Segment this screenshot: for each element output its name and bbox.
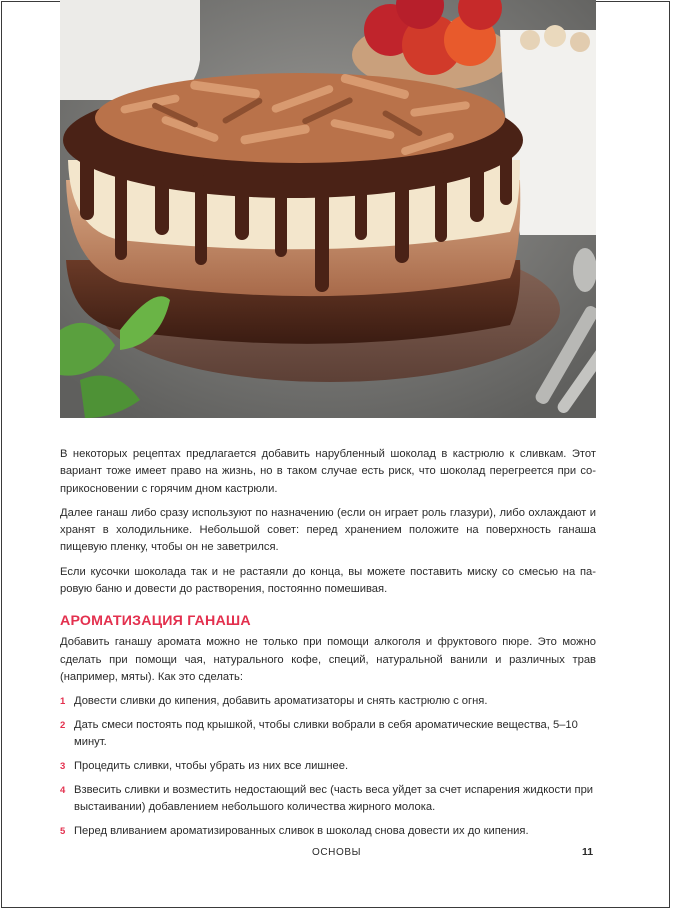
cake-photo [60,0,596,418]
step-text: Взвесить сливки и возместить недостающий вес (часть веса уйдет за счет испарения жидкости при выстаивании) добавлением небольшого количества жирного молока. [74,784,594,814]
steps-list [60,693,596,840]
step-number: 3 [60,761,66,773]
section-intro: Добавить ганашу аромата можно не только при помощи алкоголя и фруктового пюре. Это можно сделать при помощи чая, натурального кофе, специй, натуральной ванили и различных трав (например, мяты). Как это сделать: [60,636,596,683]
list-item [60,717,596,751]
list-item [60,693,596,710]
list-item [60,823,596,840]
paragraph: Если кусочки шоколада так и не растаяли до конца, вы можете поставить миску со смесью на паровую баню и довести до растворения, постоянно помешивая. [60,565,596,596]
footer-section-name: ОСНОВЫ [311,847,362,858]
page-number: 11 [582,846,594,858]
list-item [60,758,596,775]
step-number: 5 [60,826,66,838]
section-heading: АРОМАТИЗАЦИЯ ГАНАША [60,613,251,630]
step-text: Перед вливанием ароматизированных сливок в шоколад снова довести их до кипения. [74,825,529,838]
paragraph: В некоторых рецептах предлагается добавить нарубленный шоколад в кастрюлю к сливкам. Этот вариант тоже имеет право на жизнь, но в таком случае есть риск, что шоколад перегреется при соприкосновении с горячим дном кастрюли. [60,448,596,495]
step-number: 1 [60,696,66,708]
step-text: Дать смеси постоять под крышкой, чтобы сливки вобрали в себя ароматические вещества, 5–10 минут. [74,719,578,749]
list-item [60,782,596,816]
step-number: 2 [60,720,66,732]
body-text [60,446,596,847]
paragraph: Далее ганаш либо сразу используют по назначению (если он играет роль глазури), либо охлаждают и хранят в холодильнике. Небольшой совет: перед хранением положите на поверхность ганаша пищевую пленку, чтобы он не заветрился. [60,506,596,554]
step-number: 4 [60,785,66,797]
step-text: Процедить сливки, чтобы убрать из них все лишнее. [74,760,349,773]
step-text: Довести сливки до кипения, добавить ароматизаторы и снять кастрюлю с огня. [74,695,488,708]
